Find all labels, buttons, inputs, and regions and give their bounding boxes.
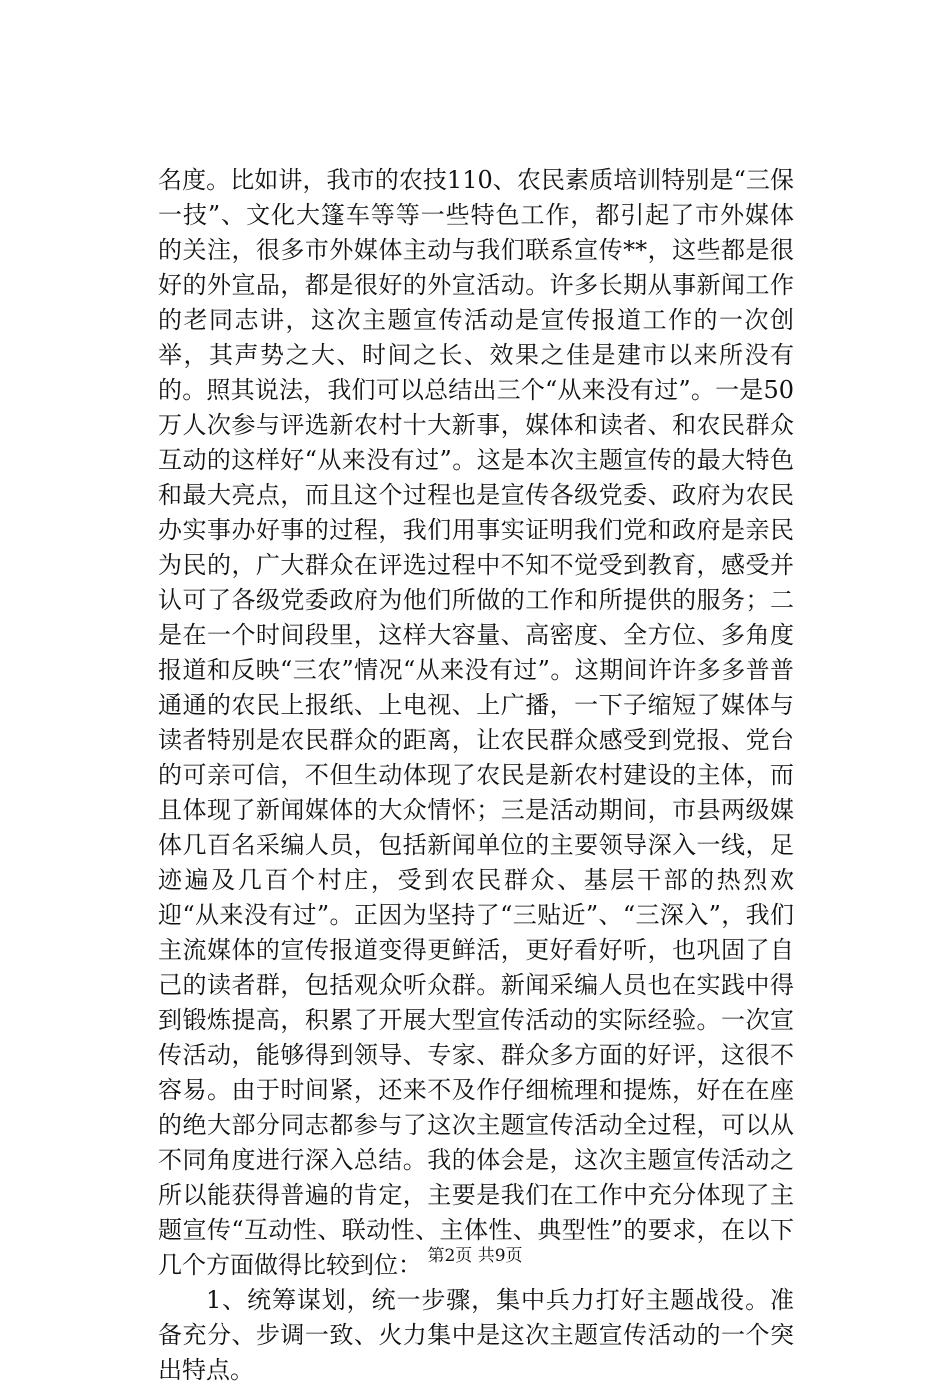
- page-footer: [0, 1245, 950, 1267]
- paragraph-item-1: 1、统筹谋划，统一步骤，集中兵力打好主题战役。准备充分、步调一致、火力集中是这次主题宣传活动的一个突出特点。: [158, 1286, 794, 1384]
- paragraph-continued: 名度。比如讲，我市的农技110、农民素质培训特别是“三保一技”、文化大篷车等等一些特色工作，都引起了市外媒体的关注，很多市外媒体主动与我们联系宣传**，这些都是很好的外宣品，都是很好的外宣活动。许多长期从事新闻工作的老同志讲，这次主题宣传活动是宣传报道工作的一次创举，其声势之大、时间之长、效果之佳是建市以来所没有的。照其说法，我们可以总结出三个“从来没有过”。一是50万人次参与评选新农村十大新事，媒体和读者、和农民群众互动的这样好“从来没有过”。这是本次主题宣传的最大特色和最大亮点，而且这个过程也是宣传各级党委、政府为农民办实事办好事的过程，我们用事实证明我们党和政府是亲民为民的，广大群众在评选过程中不知不觉受到教育，感受并认可了各级党委政府为他们所做的工作和所提供的服务；二是在一个时间段里，这样大容量、高密度、全方位、多角度报道和反映“三农”情况“从来没有过”。这期间许许多多普普通通的农民上报纸、上电视、上广播，一下子缩短了媒体与读者特别是农民群众的距离，让农民群众感受到党报、党台的可亲可信，不但生动体现了农民是新农村建设的主体，而且体现了新闻媒体的大众情怀；三是活动期间，市县两级媒体几百名采编人员，包括新闻单位的主要领导深入一线，足迹遍及几百个村庄，受到农民群众、基层干部的热烈欢迎“从来没有过”。正因为坚持了“三贴近”、“三深入”，我们主流媒体的宣传报道变得更鲜活，更好看好听，也巩固了自己的读者群，包括观众听众群。新闻采编人员也在实践中得到锻炼提高，积累了开展大型宣传活动的实际经验。一次宣传活动，能够得到领导、专家、群众多方面的好评，这很不容易。由于时间紧，还来不及作仔细梳理和提炼，好在在座的绝大部分同志都参与了这次主题宣传活动全过程，可以从不同角度进行深入总结。我的体会是，这次主题宣传活动之所以能获得普遍的肯定，主要是我们在工作中充分体现了主题宣传“互动性、联动性、主体性、典型性”的要求，在以下几个方面做得比较到位：: [158, 166, 794, 1279]
- document-body: [158, 163, 794, 1388]
- page-number-label: 第2页 共9页: [427, 1246, 523, 1266]
